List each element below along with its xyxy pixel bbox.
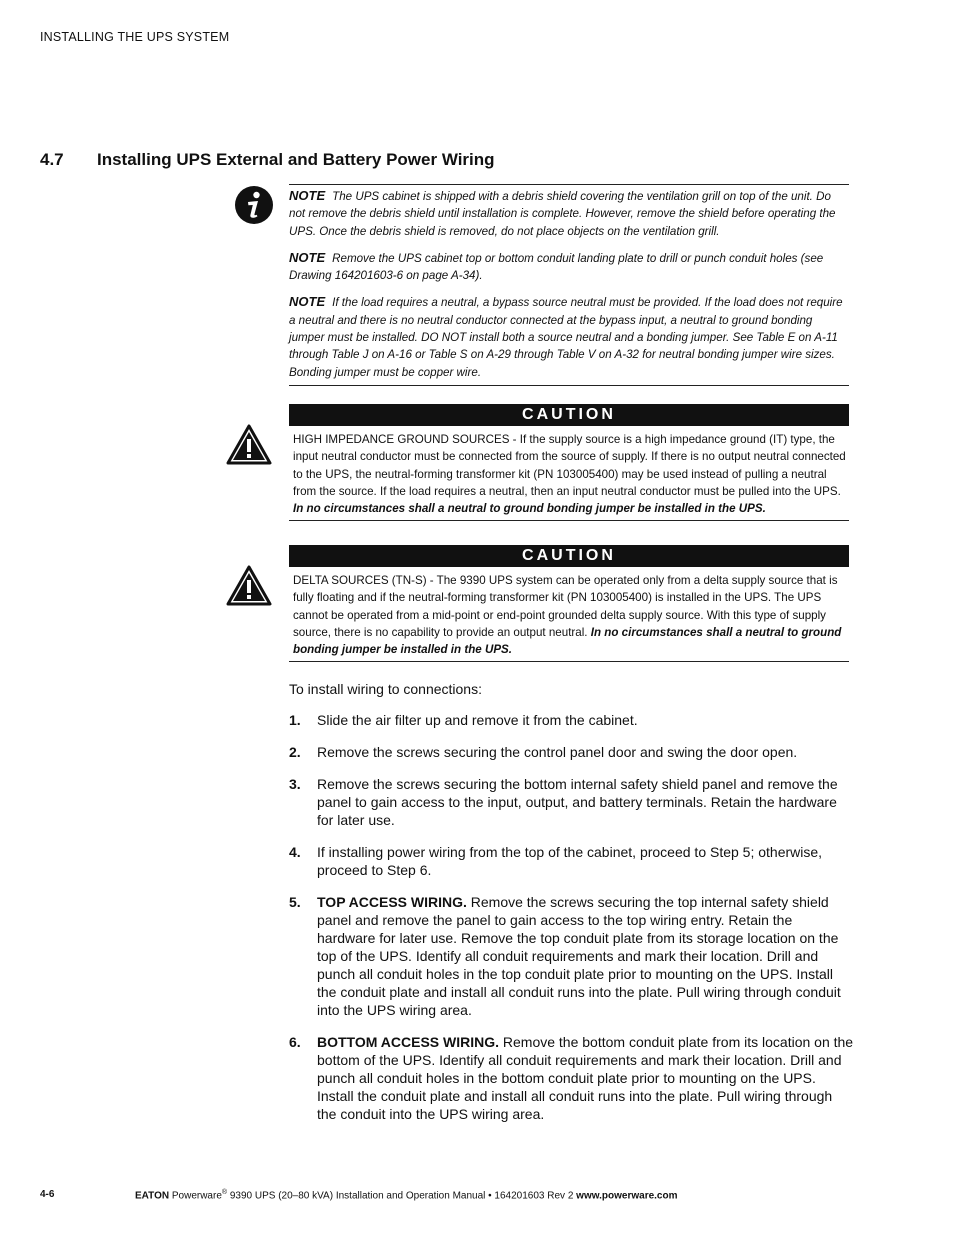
footer-url: www.powerware.com [576, 1190, 678, 1202]
note-text: Remove the UPS cabinet top or bottom conduit landing plate to drill or punch conduit holes (see Drawing 164201603-6 on page A-34). [289, 251, 824, 283]
footer-manual: 9390 UPS (20–80 kVA) Installation and Operation Manual • 164201603 Rev 2 [227, 1190, 577, 1202]
step-lead: TOP ACCESS WIRING. [317, 894, 467, 910]
warning-triangle-icon [226, 423, 272, 465]
warning-triangle-icon [226, 564, 272, 606]
footer-product: Powerware [171, 1190, 222, 1202]
note-label: NOTE [289, 249, 326, 265]
step-text [317, 775, 854, 829]
note-3 [289, 293, 849, 380]
list-item [289, 1033, 854, 1123]
note-text: If the load requires a neutral, a bypass source neutral must be provided. If the load does not require a neutral and there is no neutral conductor connected at the bypass input, a neutral to ground bonding jumper must be installed. DO NOT install both a source neutral and a bonding jumper. See Table E on A-11 through Table J on A-16 or Table S on A-29 through Table V on A-32 for neutral bonding jumper wire sizes. Bonding jumper must be copper wire. [289, 296, 843, 379]
step-text [317, 1033, 854, 1123]
caution-body: DELTA SOURCES (TN-S) - The 9390 UPS system can be operated only from a delta supply source that is fully floating and if the neutral-forming transformer kit (PN 103005400) is installed in the UPS. The UPS cannot be operated from a mid-point or end-point grounded delta supply source. With this type of supply source, there is no capability to provide an output neutral. [293, 574, 838, 639]
caution-text [289, 567, 849, 661]
section-title-text: Installing UPS External and Battery Power Wiring [97, 150, 495, 169]
list-item [289, 711, 854, 729]
step-number: 5. [289, 894, 301, 910]
step-body: Remove the screws securing the control panel door and swing the door open. [317, 744, 798, 760]
note-label: NOTE [289, 188, 326, 203]
list-item [289, 775, 854, 829]
step-text [317, 893, 854, 1019]
step-number: 2. [289, 744, 301, 760]
list-item [289, 743, 854, 761]
step-number: 6. [289, 1034, 301, 1050]
note-text: The UPS cabinet is shipped with a debris shield covering the ventilation grill on top of the unit. Do not remove the debris shield until installation is complete. However, remove the shield before operating the UPS. Once the debris shield is removed, do not place objects on the ventilation grill. [289, 190, 836, 238]
intro-text: To install wiring to connections: [289, 681, 482, 697]
step-text [317, 843, 854, 879]
list-item [289, 843, 854, 879]
section-title [40, 150, 495, 170]
caution-emphasis: In no circumstances shall a neutral to ground bonding jumper be installed in the UPS. [293, 502, 766, 516]
section-number: 4.7 [40, 150, 64, 169]
caution-emphasis: In no circumstances shall a neutral to ground bonding jumper be installed in the UPS. [293, 625, 842, 657]
footer-brand: EATON [135, 1190, 170, 1202]
step-number: 3. [289, 776, 301, 792]
caution-title: CAUTION [289, 545, 849, 567]
note-2 [289, 249, 849, 285]
step-number: 1. [289, 712, 301, 728]
page-number: 4-6 [40, 1189, 55, 1200]
note-1 [289, 187, 849, 240]
step-lead: BOTTOM ACCESS WIRING. [317, 1034, 499, 1050]
step-body: Remove the bottom conduit plate from its location on the bottom of the UPS. Identify all conduit requirements and mark their location. Drill and punch all conduit holes in the bottom conduit plate prior to mounting on the UPS. Install the conduit plate and install all conduit runs into the plate. Pull wiring through the conduit into the UPS wiring area. [317, 1034, 854, 1122]
step-text [317, 743, 854, 761]
list-item [289, 893, 854, 1019]
steps-list [289, 711, 854, 1137]
notes-box [289, 184, 849, 386]
step-body: Remove the screws securing the top internal safety shield panel and remove the panel to gain access to the top wiring entry. Retain the hardware for later use. Remove the top conduit plate from its storage location on the top of the UPS. Identify all conduit requirements and mark their location. Drill and punch all conduit holes in the top conduit plate prior to mounting on the UPS. Install the conduit plate and install all conduit runs into the plate. Pull wiring through conduit into the UPS wiring area. [317, 894, 841, 1018]
caution-box-1 [289, 404, 849, 521]
caution-box-2 [289, 545, 849, 662]
step-text [317, 711, 854, 729]
running-head: INSTALLING THE UPS SYSTEM [40, 30, 230, 44]
step-body: Remove the screws securing the bottom internal safety shield panel and remove the panel to gain access to the input, output, and battery terminals. Retain the hardware for later use. [317, 776, 838, 828]
footer-text [135, 1189, 678, 1201]
footer-reg: ® [221, 1189, 228, 1196]
step-number: 4. [289, 844, 301, 860]
caution-title: CAUTION [289, 404, 849, 426]
info-icon [234, 185, 274, 225]
step-body: Slide the air filter up and remove it from the cabinet. [317, 712, 638, 728]
caution-text [289, 426, 849, 520]
caution-body: HIGH IMPEDANCE GROUND SOURCES - If the supply source is a high impedance ground (IT) type, the input neutral conductor must be connected from the source of supply. If there is no output neutral connected to the UPS, the neutral-forming transformer kit (PN 103005400) may be used instead of pulling a neutral from the source. If the load requires a neutral, then an input neutral conductor must be pulled into the UPS. [293, 433, 846, 498]
note-label: NOTE [289, 294, 326, 310]
step-body: If installing power wiring from the top of the cabinet, proceed to Step 5; otherwise, proceed to Step 6. [317, 844, 823, 878]
